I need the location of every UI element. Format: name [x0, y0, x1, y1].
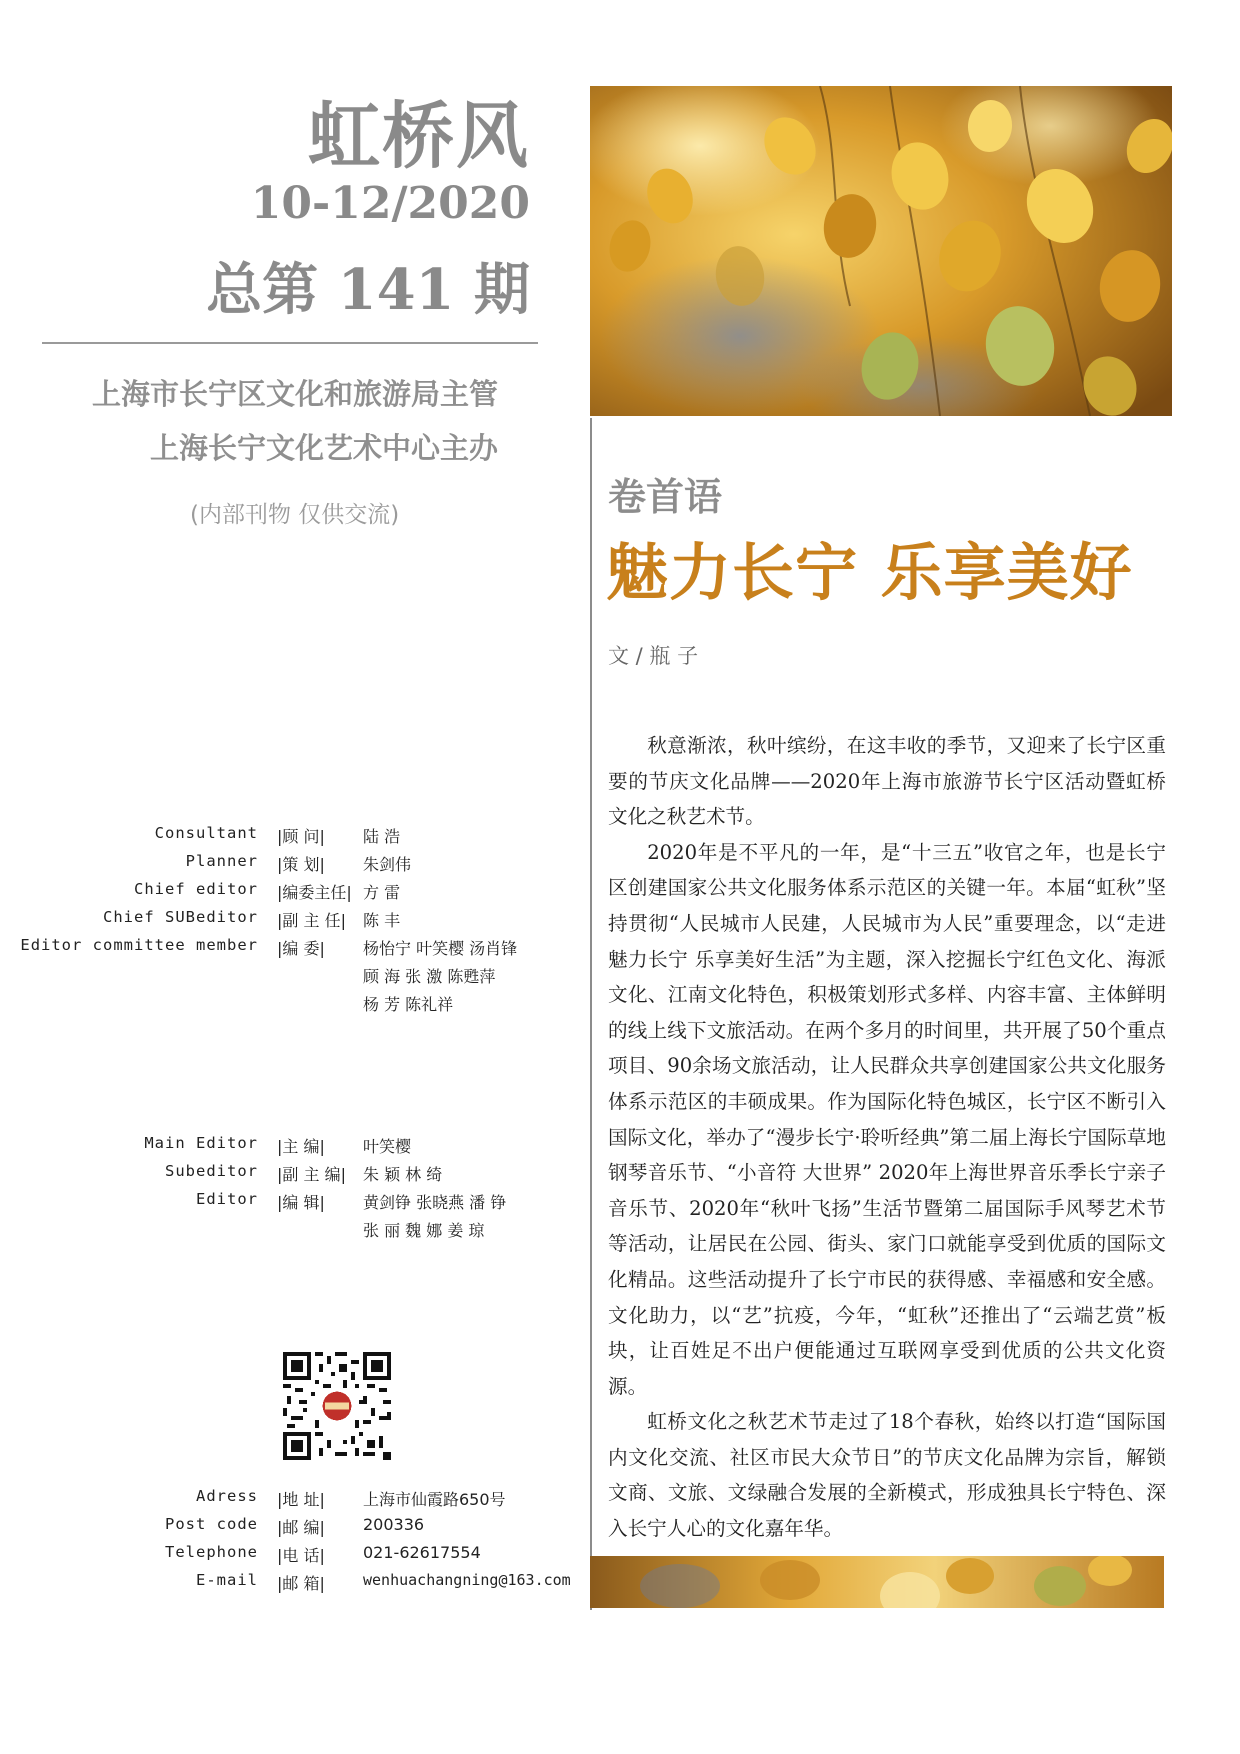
staff-names: 杨 芳 陈礼祥 — [363, 995, 454, 1014]
masthead-divider — [42, 342, 538, 344]
staff-role-en: Editor committee member — [20, 936, 258, 954]
article-paragraph: 2020年是不平凡的一年，是“十三五”收官之年，也是长宁区创建国家公共文化服务体系示范区的关键一年。本届“虹秋”坚持贯彻“人民城市人民建，人民城市为人民”重要理念，以“走进魅力长宁 乐享美好生活”为主题，深入挖掘长宁红色文化、海派文化、江南文化特色，积极策划形式多样、内容丰富、主体鲜明的线上线下文旅活动。在两个多月的时间里，共开展了50个重点项目、90余场文旅活动，让人民群众共享创建国家公共文化服务体系示范区的丰硕成果。作为国际化特色城区，长宁区不断引入国际文化，举办了“漫步长宁·聆听经典”第二届上海长宁国际草地钢琴音乐节、“小音符 大世界” 2020年上海世界音乐季长宁亲子音乐节、2020年“秋叶飞扬”生活节暨第二届国际手风琴艺术节等活动，让居民在公园、街头、家门口就能享受到优质的国际文化精品。这些活动提升了长宁市民的获得感、幸福感和安全感。文化助力，以“艺”抗疫，今年，“虹秋”还推出了“云端艺赏”板块，让百姓足不出户便能通过互联网享受到优质的公共文化资源。 — [608, 840, 1166, 1398]
supervisor-line: 上海市长宁区文化和旅游局主管 — [92, 377, 499, 411]
contact-row — [0, 1571, 600, 1599]
staff-row — [0, 880, 600, 908]
staff-role-en: Planner — [185, 852, 258, 870]
article-paragraph: 虹桥文化之秋艺术节走过了18个春秋，始终以打造“国际国内文化交流、社区市民大众节日”的节庆文化品牌为宗旨，解锁文商、文旅、文绿融合发展的全新模式，形成独具长宁特色、深入长宁人心的文化嘉年华。 — [608, 1410, 1166, 1541]
staff-row — [0, 964, 600, 992]
staff-row — [0, 908, 600, 936]
article-paragraph: 秋意渐浓，秋叶缤纷，在这丰收的季节，又迎来了长宁区重要的节庆文化品牌——2020年上海市旅游节长宁区活动暨虹桥文化之秋艺术节。 — [608, 734, 1166, 829]
contact-label-en: Adress — [196, 1487, 258, 1505]
staff-names: 黄剑铮 张晓燕 潘 铮 — [363, 1193, 507, 1212]
issue-date: 10-12/2020 — [250, 178, 530, 229]
contact-address: 上海市仙霞路650号 — [363, 1490, 506, 1509]
staff-role-cn: |主 编| — [277, 1137, 325, 1156]
staff-names: 朱 颖 林 绮 — [363, 1165, 443, 1184]
staff-names: 张 丽 魏 娜 姜 琼 — [363, 1221, 485, 1240]
staff-names: 方 雷 — [363, 883, 401, 902]
contact-postcode: 200336 — [363, 1515, 425, 1534]
staff-role-cn: |编委主任| — [277, 883, 352, 902]
staff-role-cn: |编 委| — [277, 939, 325, 958]
contact-row — [0, 1515, 600, 1543]
staff-role-en: Editor — [196, 1190, 258, 1208]
staff-row — [0, 1134, 600, 1162]
staff-role-cn: |副 主 任| — [277, 911, 346, 930]
staff-role-en: Consultant — [154, 824, 258, 842]
issue-number: 总第 141 期 — [206, 257, 530, 323]
magazine-title: 虹桥风 — [307, 93, 530, 178]
staff-row — [0, 824, 600, 852]
staff-role-en: Main Editor — [144, 1134, 258, 1152]
contact-row — [0, 1487, 600, 1515]
contact-label-cn: |电 话| — [277, 1546, 325, 1565]
staff-row — [0, 1190, 600, 1218]
staff-role-en: Chief SUBeditor — [103, 908, 258, 926]
contact-email: wenhuachangning@163.com — [363, 1571, 571, 1589]
staff-names: 杨怡宁 叶笑樱 汤肖锋 — [363, 939, 518, 958]
contact-label-cn: |邮 编| — [277, 1518, 325, 1537]
contact-label-cn: |地 址| — [277, 1490, 325, 1509]
staff-row — [0, 1162, 600, 1190]
qr-code — [283, 1352, 391, 1460]
staff-role-cn: |副 主 编| — [277, 1165, 346, 1184]
column-divider — [590, 418, 592, 1610]
article-body — [608, 728, 1166, 1547]
staff-row — [0, 936, 600, 964]
staff-row — [0, 1218, 600, 1246]
staff-row — [0, 852, 600, 880]
staff-names: 陈 丰 — [363, 911, 401, 930]
section-label: 卷首语 — [608, 474, 723, 519]
staff-role-cn: |顾 问| — [277, 827, 325, 846]
staff-names: 叶笑樱 — [363, 1137, 412, 1156]
headline: 魅力长宁 乐享美好 — [606, 536, 1133, 609]
staff-row — [0, 992, 600, 1020]
staff-names: 朱剑伟 — [363, 855, 412, 874]
byline: 文 / 瓶 子 — [608, 644, 699, 668]
contact-label-en: E-mail — [196, 1571, 258, 1589]
staff-role-en: Chief editor — [134, 880, 258, 898]
internal-note: (内部刊物 仅供交流) — [190, 502, 400, 528]
staff-names: 陆 浩 — [363, 827, 401, 846]
sponsor-line: 上海长宁文化艺术中心主办 — [150, 431, 499, 465]
staff-role-en: Subeditor — [165, 1162, 258, 1180]
staff-role-cn: |编 辑| — [277, 1193, 325, 1212]
contact-phone: 021-62617554 — [363, 1543, 481, 1562]
contact-label-en: Post code — [165, 1515, 258, 1533]
autumn-leaves-strip — [590, 1556, 1164, 1608]
contact-label-en: Telephone — [165, 1543, 258, 1561]
staff-role-cn: |策 划| — [277, 855, 325, 874]
contact-row — [0, 1543, 600, 1571]
staff-names: 顾 海 张 激 陈甦萍 — [363, 967, 496, 986]
autumn-leaves-photo — [590, 86, 1172, 416]
contact-label-cn: |邮 箱| — [277, 1574, 325, 1593]
